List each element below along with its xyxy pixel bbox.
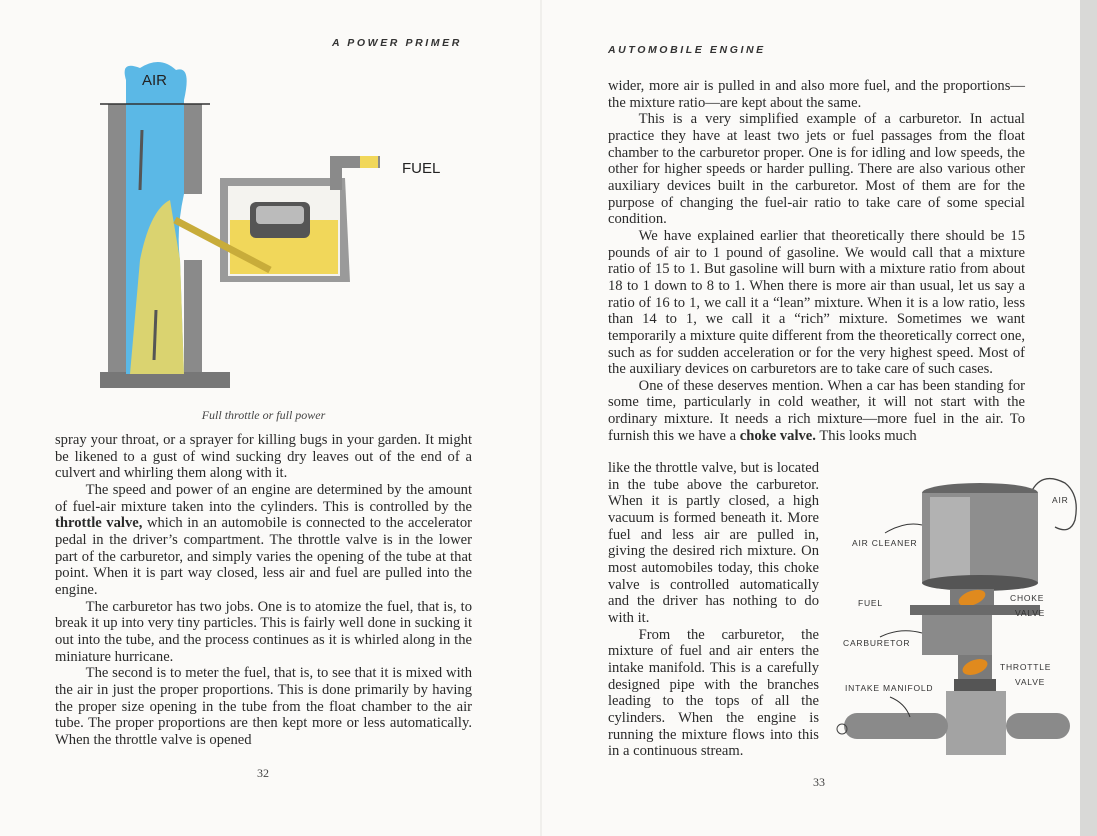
- intake-manifold-right: [1006, 713, 1070, 739]
- page-number-left: 32: [257, 766, 269, 780]
- term-throttle-valve: throttle valve,: [55, 515, 143, 532]
- left-page-body: [55, 432, 472, 748]
- paragraph: From the carburetor, the mixture of fuel and air enters the intake manifold. This is a carefully designed pipe with the branches leading to the tops of all the cylinders. When the engine is running the mixture flows into this in a continuous stream.: [608, 626, 819, 760]
- air-cleaner-label: AIR CLEANER: [852, 538, 918, 548]
- right-page-body: [608, 78, 1025, 444]
- air-label: AIR: [1052, 495, 1069, 505]
- engine-intake-diagram: [830, 465, 1080, 765]
- paragraph: The carburetor has two jobs. One is to atomize the fuel, that is, to break it up into very tiny particles. This is fairly well done in sucking it out into the tube, and the process continues as it is whirled along in the miniature hurricane.: [55, 598, 472, 665]
- carburetor-label: CARBURETOR: [843, 638, 911, 648]
- paragraph: spray your throat, or a sprayer for killing bugs in your garden. It might be likened to a gust of wind sucking dry leaves out of the end of a culvert and whirling them along with it.: [55, 432, 472, 482]
- choke-label: CHOKE: [1010, 593, 1045, 603]
- right-page-narrow-column: [608, 460, 819, 760]
- running-head-right: AUTOMOBILE ENGINE: [608, 44, 766, 56]
- choke-plate: [140, 130, 142, 190]
- term-choke-valve: choke valve.: [739, 427, 816, 444]
- tube-wall-right-lower: [184, 260, 202, 374]
- fuel-label: FUEL: [402, 160, 441, 177]
- paragraph: wider, more air is pulled in and also more fuel, and the proportions—the mixture ratio—are kept about the same.: [608, 78, 1025, 111]
- air-label: AIR: [142, 72, 168, 89]
- base-flange: [100, 372, 230, 388]
- choke-valve-label: VALVE: [1015, 608, 1046, 618]
- intake-manifold-left: [844, 713, 948, 739]
- throttle-valve-label: VALVE: [1015, 677, 1046, 687]
- figure-caption: Full throttle or full power: [201, 408, 326, 422]
- paragraph: One of these deserves mention. When a car has been standing for some time, particularly in cold weather, it will not start with the ordinary mixture. It needs a rich mixture—more fuel in the air. To furnish this we have a choke valve. This looks much: [608, 377, 1025, 444]
- fuel-label: FUEL: [858, 598, 883, 608]
- intake-manifold-label: INTAKE MANIFOLD: [845, 683, 934, 693]
- scan-edge: [1080, 0, 1097, 836]
- carburetor-diagram: [80, 60, 460, 400]
- throttle-label: THROTTLE: [1000, 662, 1052, 672]
- paragraph: like the throttle valve, but is located in the tube above the carburetor. When it is partly closed, a high vacuum is formed beneath it. More fuel and less air are pulled in, giving the desired rich mixture. On most automobiles today, this choke valve is controlled automatically and the driver has nothing to do with it.: [608, 460, 819, 626]
- paragraph: The speed and power of an engine are determined by the amount of fuel-air mixture taken into the cylinders. This is controlled by the throttle valve, which in an automobile is connected to the accelerator pedal in the driver’s compartment. The throttle valve is in the lower part of the carburetor, and simply varies the opening of the tube at that point. When it is part way closed, less air and fuel are pulled into the engine.: [55, 481, 472, 598]
- throttle-plate: [154, 310, 156, 360]
- tube-wall-right-upper: [184, 104, 202, 194]
- paragraph: We have explained earlier that theoretically there should be 15 pounds of air to 1 pound of gasoline. We would call that a mixture ratio of 15 to 1. But gasoline will burn with a mixture ratio from about 18 to 1 down to 8 to 1. When there is more air than usual, let us say a ratio of 16 to 1, we call it a “lean” mixture. When it is a low ratio, less than 14 to 1, we call it a “rich” mixture. Sometimes we want temporarily a mixture quite different from the theoretically correct one, such as for sudden acceleration or for the very highest speed. Most of the auxiliary devices on carburetors are to take care of such cases.: [608, 227, 1025, 378]
- book-gutter: [540, 0, 542, 836]
- intake-manifold-block: [946, 691, 1006, 755]
- tube-wall-left: [108, 104, 126, 374]
- carburetor: [922, 615, 992, 655]
- page-number-right: 33: [813, 775, 825, 789]
- paragraph: This is a very simplified example of a carburetor. In actual practice they have at least two jets or fuel passages from the float chamber to the carburetor proper. One is for idling and low speeds, the other for higher speeds or harder pulling. There are also various other auxiliary devices built in the carburetor. Most of them are for the purpose of changing the fuel-air ratio to take care of some special condition.: [608, 111, 1025, 228]
- running-head-left: A POWER PRIMER: [332, 37, 462, 49]
- paragraph: The second is to meter the fuel, that is, to see that it is mixed with the air in just the proper proportions. This is done primarily by having the proper size opening in the tube from the float chamber to the air tube. The proper proportions are then kept more or less automatically. When the throttle valve is opened: [55, 665, 472, 748]
